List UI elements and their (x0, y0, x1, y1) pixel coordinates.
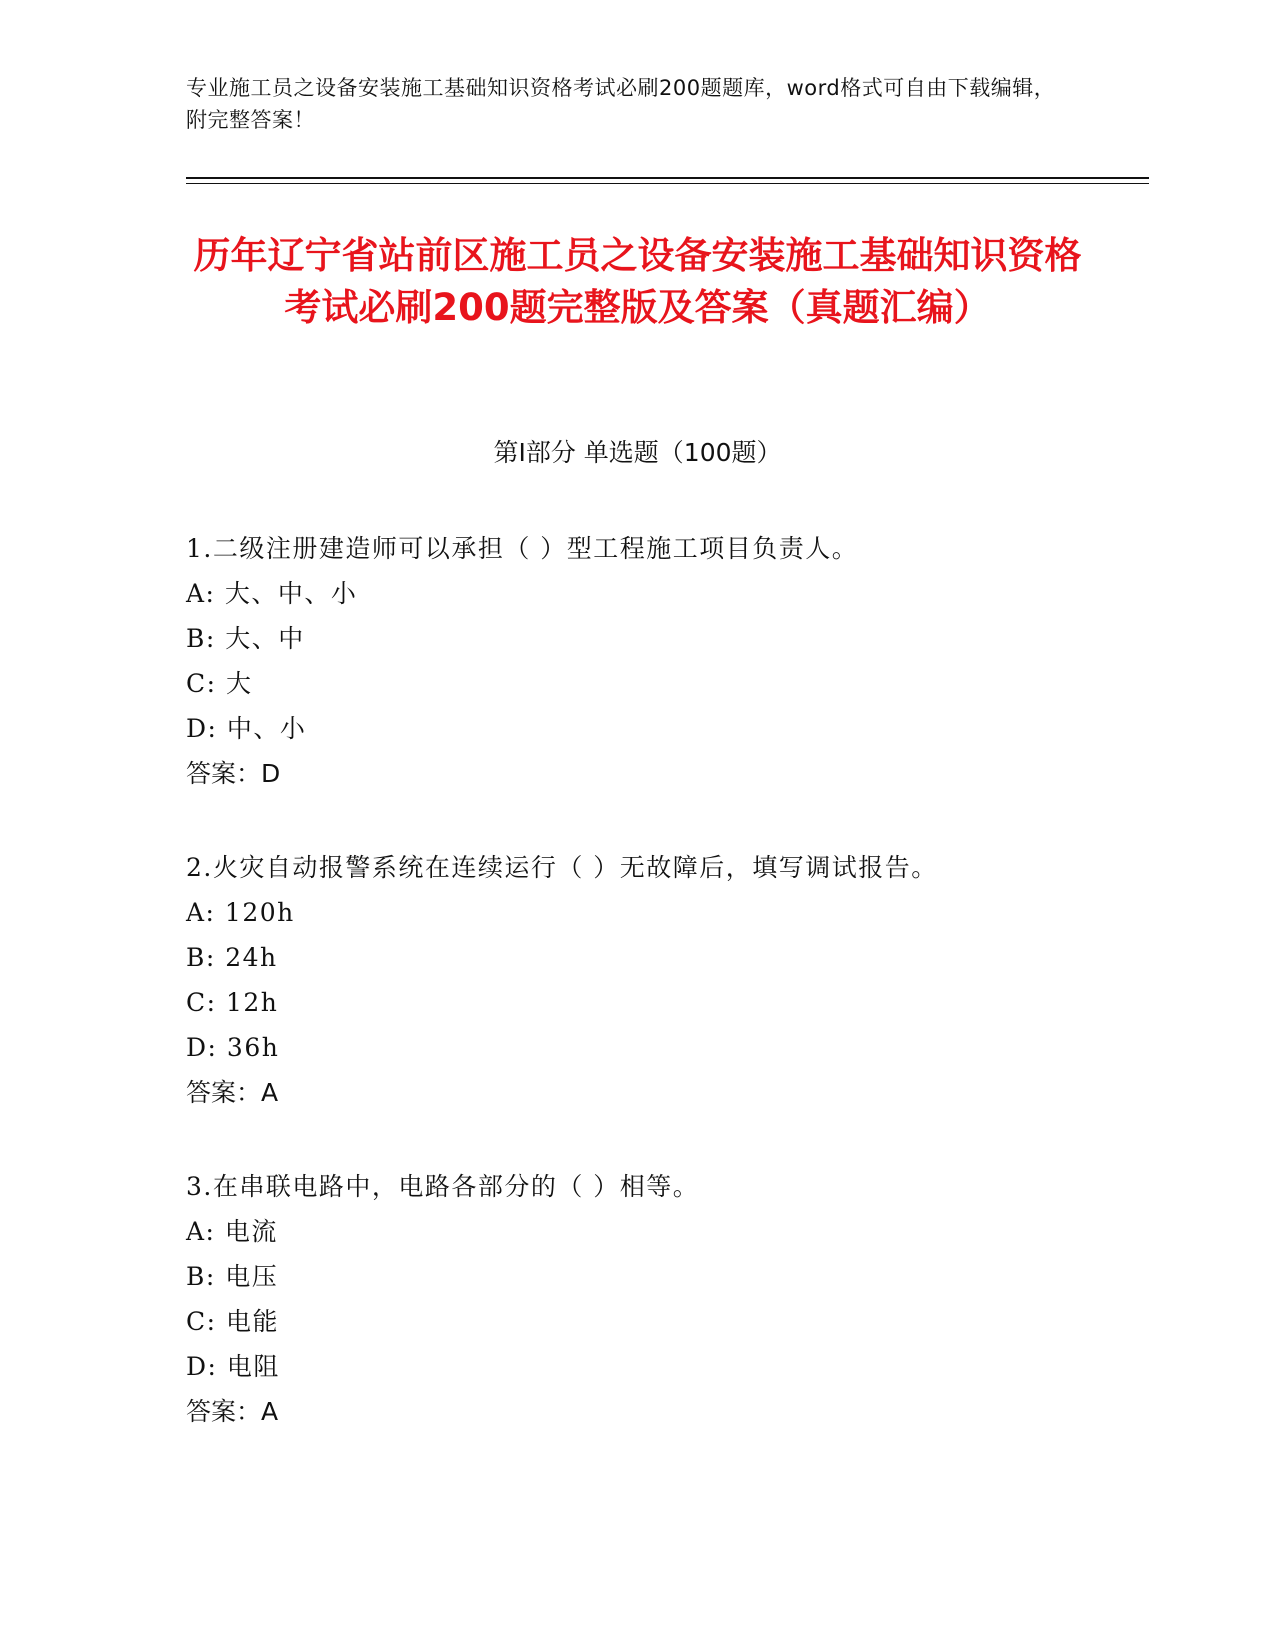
option-a: A: 大、中、小 (186, 579, 358, 608)
header-note: 专业施工员之设备安装施工基础知识资格考试必刷200题题库，word格式可自由下载编辑，附完整答案！ (186, 76, 1056, 132)
option-c: C: 大 (186, 669, 253, 698)
answer: 答案：D (186, 759, 281, 788)
header-divider-thin (186, 183, 1149, 184)
option-d: D: 电阻 (186, 1352, 280, 1381)
question-2 (186, 845, 1086, 1115)
question-list (186, 526, 1086, 1483)
question-3 (186, 1164, 1086, 1434)
question-stem: 2.火灾自动报警系统在连续运行（ ）无故障后，填写调试报告。 (186, 853, 938, 882)
option-d: D: 中、小 (186, 714, 307, 743)
option-b: B: 大、中 (186, 624, 305, 653)
option-c: C: 12h (186, 988, 279, 1017)
option-b: B: 24h (186, 943, 278, 972)
option-c: C: 电能 (186, 1307, 279, 1336)
header-divider-thick (186, 177, 1149, 179)
option-a: A: 电流 (186, 1217, 278, 1246)
answer: 答案：A (186, 1078, 279, 1107)
option-d: D: 36h (186, 1033, 280, 1062)
section-title: 第Ⅰ部分 单选题（100题） (493, 438, 782, 467)
answer: 答案：A (186, 1397, 279, 1426)
document-title: 历年辽宁省站前区施工员之设备安装施工基础知识资格考试必刷200题完整版及答案（真题汇编） (193, 234, 1082, 329)
question-1 (186, 526, 1086, 796)
option-a: A: 120h (186, 898, 295, 927)
option-b: B: 电压 (186, 1262, 279, 1291)
question-stem: 3.在串联电路中，电路各部分的（ ）相等。 (186, 1172, 700, 1201)
question-stem: 1.二级注册建造师可以承担（ ）型工程施工项目负责人。 (186, 534, 859, 563)
